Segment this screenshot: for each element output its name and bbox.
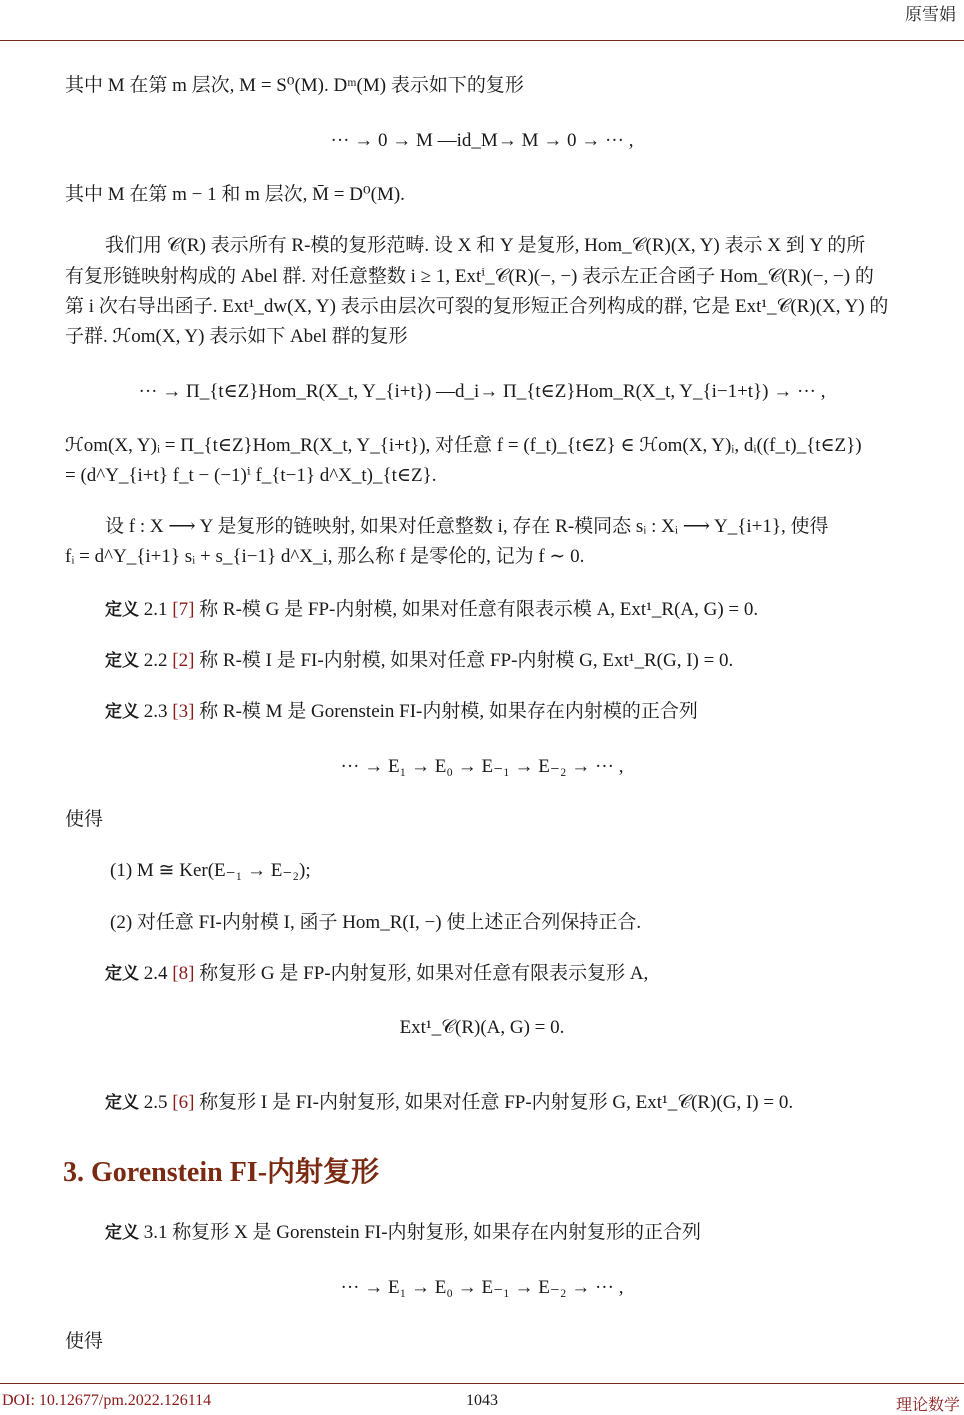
definition-number: 2.4 [143, 963, 168, 984]
definition-number: 3.1 [143, 1222, 168, 1243]
text-line: = (d^Y_{i+t} f_t − (−1)ⁱ f_{t−1} d^X_t)_{t∈Z}. [65, 465, 437, 486]
footer-rule [0, 1383, 964, 1384]
text-line: 我们用 𝒞(R) 表示所有 R-模的复形范畴. 设 X 和 Y 是复形, Hom_𝒞(R)(X, Y) 表示 X 到 Y 的所 [105, 235, 866, 256]
equation: ··· → E₁ → E₀ → E₋₁ → E₋₂ → ··· , [340, 756, 624, 777]
header-rule [0, 40, 964, 41]
definition-text: 称 R-模 M 是 Gorenstein FI-内射模, 如果存在内射模的正合列 [199, 701, 698, 722]
definition-2-4 [65, 960, 962, 988]
definition-label: 定义 [105, 1093, 139, 1113]
text-line: ℋom(X, Y)ᵢ = Π_{t∈Z}Hom_R(X_t, Y_{i+t}), 对任意 f = (f_t)_{t∈Z} ∈ ℋom(X, Y)ᵢ, dᵢ((f_t)_{t∈Z}) [65, 435, 862, 456]
text-line: 第 i 次右导出函子. Ext¹_dw(X, Y) 表示由层次可裂的复形短正合列构成的群, 它是 Ext¹_𝒞(R)(X, Y) 的 [65, 296, 889, 317]
definition-label: 定义 [105, 600, 139, 620]
citation-link[interactable]: [8] [172, 963, 195, 984]
equation: ··· → 0 → M —id_M→ M → 0 → ··· , [330, 130, 634, 151]
definition-2-5 [65, 1089, 962, 1117]
text-line: 子群. ℋom(X, Y) 表示如下 Abel 群的复形 [65, 326, 408, 347]
definition-text: 称复形 I 是 FI-内射复形, 如果对任意 FP-内射复形 G, Ext¹_𝒞(R)(G, I) = 0. [199, 1092, 794, 1113]
definition-text: 称复形 X 是 Gorenstein FI-内射复形, 如果存在内射复形的正合列 [172, 1222, 702, 1243]
definition-label: 定义 [105, 702, 139, 722]
equation: Ext¹_𝒞(R)(A, G) = 0. [399, 1017, 565, 1038]
citation-link[interactable]: [3] [172, 701, 195, 722]
text-line: 使得 [65, 809, 104, 830]
definition-text: 称复形 G 是 FP-内射复形, 如果对任意有限表示复形 A, [199, 963, 649, 984]
header-author: 原雪娟 [905, 5, 956, 24]
definition-number: 2.3 [143, 701, 168, 722]
definition-text: 称 R-模 I 是 FI-内射模, 如果对任意 FP-内射模 G, Ext¹_R(G, I) = 0. [199, 650, 734, 671]
section-heading: 3. Gorenstein FI-内射复形 [63, 1157, 380, 1188]
definition-3-1 [65, 1219, 962, 1247]
equation: ··· → Π_{t∈Z}Hom_R(X_t, Y_{i+t}) —d_i→ Π_{t∈Z}Hom_R(X_t, Y_{i−1+t}) → ··· , [138, 381, 826, 402]
citation-link[interactable]: [6] [172, 1092, 195, 1113]
footer-page-number: 1043 [466, 1392, 498, 1409]
definition-label: 定义 [105, 651, 139, 671]
definition-2-3 [65, 698, 962, 726]
definition-number: 2.1 [143, 599, 168, 620]
citation-link[interactable]: [2] [172, 650, 195, 671]
list-item: (2) 对任意 FI-内射模 I, 函子 Hom_R(I, −) 使上述正合列保持正合. [110, 912, 642, 933]
footer-doi[interactable]: DOI: 10.12677/pm.2022.126114 [2, 1392, 212, 1409]
citation-link[interactable]: [7] [172, 599, 195, 620]
text-line: 其中 M 在第 m 层次, M = S⁰(M). Dᵐ(M) 表示如下的复形 [65, 75, 524, 96]
definition-number: 2.5 [143, 1092, 168, 1113]
definition-2-1 [65, 596, 962, 624]
text-line: 有复形链映射构成的 Abel 群. 对任意整数 i ≥ 1, Extⁱ_𝒞(R)(−, −) 表示左正合函子 Hom_𝒞(R)(−, −) 的 [65, 266, 874, 287]
definition-number: 2.2 [143, 650, 168, 671]
text-line: 设 f : X ⟶ Y 是复形的链映射, 如果对任意整数 i, 存在 R-模同态 sᵢ : Xᵢ ⟶ Y_{i+1}, 使得 [105, 516, 829, 537]
definition-2-2 [65, 647, 962, 675]
list-item: (1) M ≅ Ker(E₋₁ → E₋₂); [110, 860, 311, 881]
definition-label: 定义 [105, 964, 139, 984]
text-line: 其中 M 在第 m − 1 和 m 层次, M̄ = D⁰(M). [65, 184, 405, 205]
text-line: fᵢ = d^Y_{i+1} sᵢ + s_{i−1} d^X_i, 那么称 f 是零伦的, 记为 f ∼ 0. [65, 546, 585, 567]
equation: ··· → E₁ → E₀ → E₋₁ → E₋₂ → ··· , [340, 1277, 624, 1298]
text-line: 使得 [65, 1331, 104, 1352]
footer-journal[interactable]: 理论数学 [895, 1397, 960, 1414]
definition-label: 定义 [105, 1223, 139, 1243]
definition-text: 称 R-模 G 是 FP-内射模, 如果对任意有限表示模 A, Ext¹_R(A, G) = 0. [199, 599, 759, 620]
